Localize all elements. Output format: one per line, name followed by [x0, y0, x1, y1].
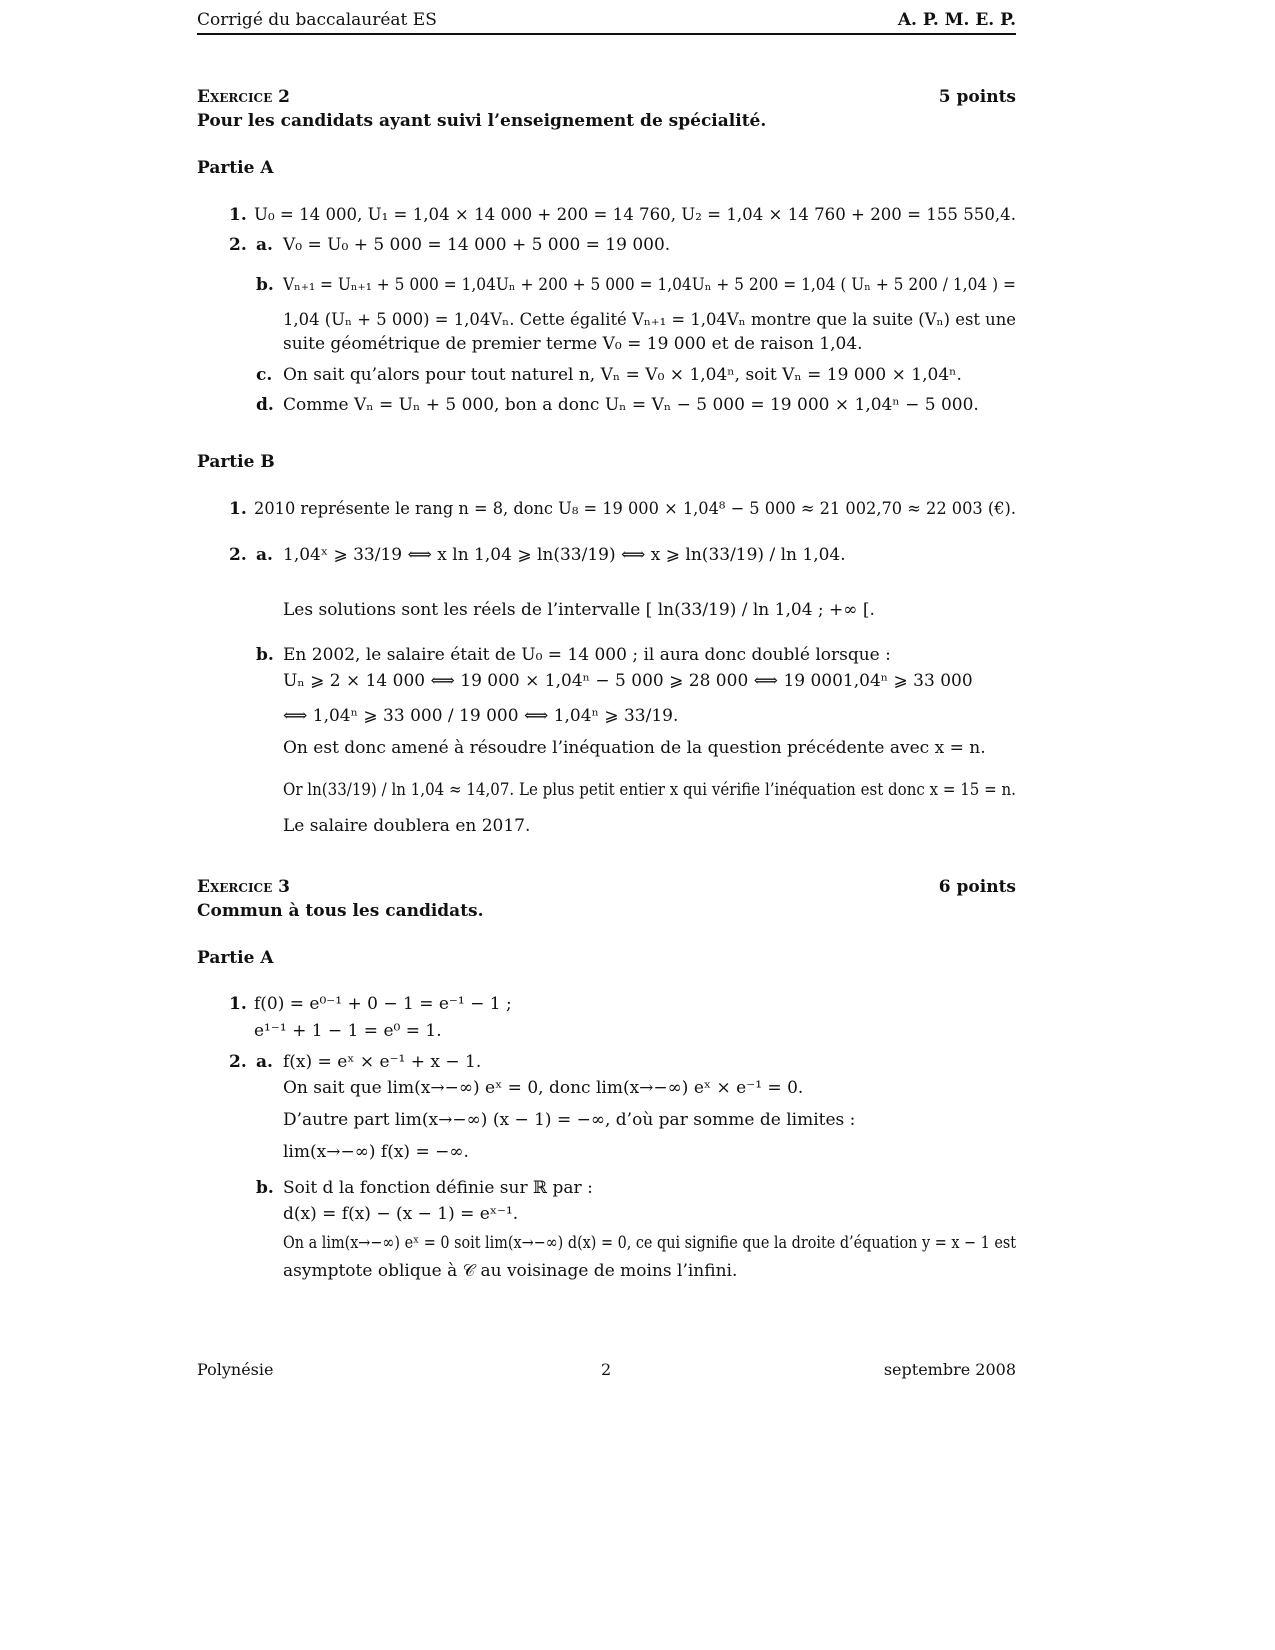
- header-right: A. P. M. E. P.: [897, 10, 1016, 30]
- ex3-A-b-label: b.: [256, 1178, 274, 1198]
- ex2-A-d-label: d.: [256, 395, 274, 415]
- ex3-A-b4: asymptote oblique à 𝒞 au voisinage de moins l’infini.: [283, 1261, 738, 1281]
- ex2-B-a1: 1,04ˣ ⩾ 33/19 ⟺ x ln 1,04 ⩾ ln(33/19) ⟺ x ⩾ ln(33/19) / ln 1,04.: [283, 545, 846, 565]
- footer-right: septembre 2008: [883, 1360, 1016, 1379]
- ex3-A-b2: d(x) = f(x) − (x − 1) = eˣ⁻¹.: [283, 1204, 519, 1224]
- ex2-A-b-label: b.: [256, 275, 274, 295]
- ex3-A-q1a: f(0) = e⁰⁻¹ + 0 − 1 = e⁻¹ − 1 ;: [254, 994, 512, 1014]
- footer-left: Polynésie: [197, 1360, 274, 1379]
- ex3-partA-title: Partie A: [197, 948, 274, 968]
- ex2-title: Exercice 2: [197, 87, 290, 107]
- header-left: Corrigé du baccalauréat ES: [197, 10, 437, 30]
- ex3-A-b1: Soit d la fonction définie sur ℝ par :: [283, 1178, 593, 1198]
- ex2-A-q1-num: 1.: [229, 205, 247, 225]
- ex2-B-q2-num: 2.: [229, 545, 247, 565]
- ex2-partB-title: Partie B: [197, 452, 275, 472]
- ex3-title: Exercice 3: [197, 877, 290, 897]
- ex2-A-d: Comme Vₙ = Uₙ + 5 000, bon a donc Uₙ = Vₙ − 5 000 = 19 000 × 1,04ⁿ − 5 000.: [283, 395, 979, 415]
- ex3-points: 6 points: [938, 877, 1016, 897]
- ex2-B-a-label: a.: [256, 545, 273, 565]
- ex2-A-b3: suite géométrique de premier terme V₀ = 19 000 et de raison 1,04.: [283, 334, 863, 354]
- ex2-A-q2-num: 2.: [229, 235, 247, 255]
- ex2-points: 5 points: [938, 87, 1016, 107]
- ex3-A-a1: f(x) = eˣ × e⁻¹ + x − 1.: [283, 1052, 482, 1072]
- ex2-A-a: V₀ = U₀ + 5 000 = 14 000 + 5 000 = 19 000.: [283, 235, 671, 255]
- ex3-A-q1-num: 1.: [229, 994, 247, 1014]
- ex2-A-a-label: a.: [256, 235, 273, 255]
- ex2-A-b2: 1,04 (Uₙ + 5 000) = 1,04Vₙ. Cette égalité Vₙ₊₁ = 1,04Vₙ montre que la suite (Vₙ) est une: [283, 310, 1017, 330]
- ex3-A-a4: lim(x→−∞) f(x) = −∞.: [283, 1142, 469, 1162]
- ex2-B-b-label: b.: [256, 645, 274, 665]
- footer-page-number: 2: [601, 1360, 612, 1379]
- ex3-A-q1b: e¹⁻¹ + 1 − 1 = e⁰ = 1.: [254, 1021, 442, 1041]
- ex2-A-c-label: c.: [256, 365, 273, 385]
- ex3-A-a-label: a.: [256, 1052, 273, 1072]
- ex2-B-b4: On est donc amené à résoudre l’inéquation de la question précédente avec x = n.: [283, 738, 986, 758]
- ex3-A-q2-num: 2.: [229, 1052, 247, 1072]
- ex2-B-q1-num: 1.: [229, 499, 247, 519]
- ex2-B-b2: Uₙ ⩾ 2 × 14 000 ⟺ 19 000 × 1,04ⁿ − 5 000 ⩾ 28 000 ⟺ 19 0001,04ⁿ ⩾ 33 000: [283, 671, 973, 691]
- ex2-B-q1: 2010 représente le rang n = 8, donc U₈ = 19 000 × 1,04⁸ − 5 000 ≈ 21 002,70 ≈ 22 003 (€).: [254, 499, 1017, 519]
- ex2-subtitle: Pour les candidats ayant suivi l’enseignement de spécialité.: [197, 111, 767, 131]
- ex2-B-b1: En 2002, le salaire était de U₀ = 14 000 ; il aura donc doublé lorsque :: [283, 645, 891, 665]
- ex2-B-a2: Les solutions sont les réels de l’intervalle [ ln(33/19) / ln 1,04 ; +∞ [.: [283, 600, 875, 620]
- ex2-partA-title: Partie A: [197, 158, 274, 178]
- ex3-subtitle: Commun à tous les candidats.: [197, 901, 484, 921]
- ex3-A-a3: D’autre part lim(x→−∞) (x − 1) = −∞, d’où par somme de limites :: [283, 1110, 856, 1130]
- ex3-A-a2: On sait que lim(x→−∞) eˣ = 0, donc lim(x→−∞) eˣ × e⁻¹ = 0.: [283, 1078, 804, 1098]
- ex2-B-b6: Le salaire doublera en 2017.: [283, 816, 531, 836]
- ex2-A-b1: Vₙ₊₁ = Uₙ₊₁ + 5 000 = 1,04Uₙ + 200 + 5 000 = 1,04Uₙ + 5 200 = 1,04 ( Uₙ + 5 200 / 1,04 ) =: [283, 275, 1016, 295]
- header-rule: [197, 33, 1016, 35]
- ex3-A-b3: On a lim(x→−∞) eˣ = 0 soit lim(x→−∞) d(x) = 0, ce qui signifie que la droite d’équation y = x − 1 est: [283, 1233, 1017, 1253]
- ex2-A-c: On sait qu’alors pour tout naturel n, Vₙ = V₀ × 1,04ⁿ, soit Vₙ = 19 000 × 1,04ⁿ.: [283, 365, 962, 385]
- ex2-B-b5: Or ln(33/19) / ln 1,04 ≈ 14,07. Le plus petit entier x qui vérifie l’inéquation est donc x = 15 = n.: [283, 780, 1016, 800]
- ex2-B-b3: ⟺ 1,04ⁿ ⩾ 33 000 / 19 000 ⟺ 1,04ⁿ ⩾ 33/19.: [283, 706, 679, 726]
- ex2-A-q1: U₀ = 14 000, U₁ = 1,04 × 14 000 + 200 = 14 760, U₂ = 1,04 × 14 760 + 200 = 155 550,4.: [254, 205, 1016, 225]
